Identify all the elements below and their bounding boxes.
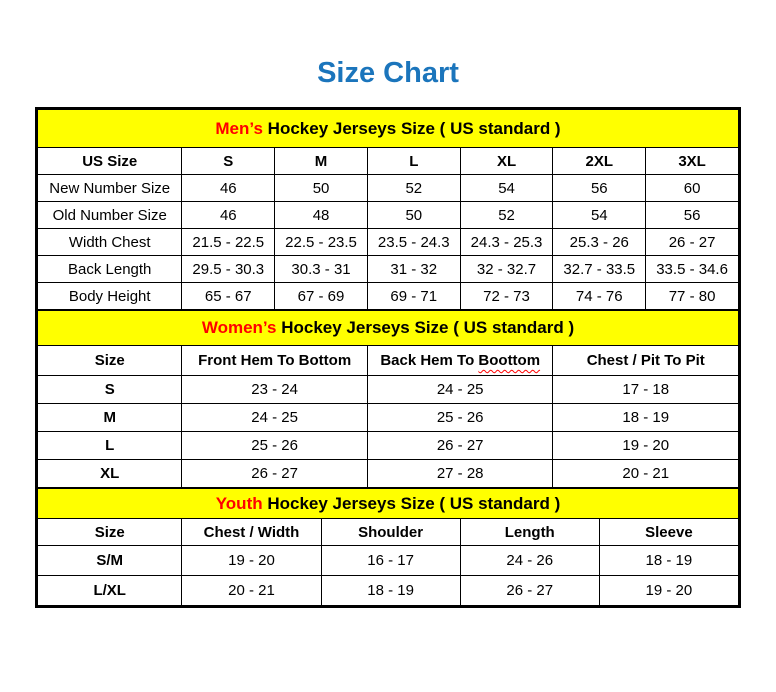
value-cell: 19 - 20 [599,576,738,606]
womens-band-row [38,311,739,346]
header-cell-xl: XL [460,148,553,175]
value-cell: 23.5 - 24.3 [367,229,460,256]
mens-band-text: Hockey Jerseys Size ( US standard ) [267,118,561,138]
value-cell: 67 - 69 [275,283,368,310]
value-cell: 60 [646,175,739,202]
value-cell: 24 - 25 [182,404,368,432]
value-cell: 20 - 21 [553,460,739,488]
row-label: L/XL [38,576,182,606]
header-cell-m: M [275,148,368,175]
value-cell: 26 - 27 [367,432,553,460]
header-cell-s: S [182,148,275,175]
header-cell-us-size: US Size [38,148,182,175]
value-cell: 54 [553,202,646,229]
row-label: Width Chest [38,229,182,256]
womens-section-band [38,311,739,346]
value-cell: 16 - 17 [321,546,460,576]
table-row [38,432,739,460]
header-cell-3xl: 3XL [646,148,739,175]
value-cell: 69 - 71 [367,283,460,310]
table-row [38,546,739,576]
value-cell: 32 - 32.7 [460,256,553,283]
value-cell: 65 - 67 [182,283,275,310]
value-cell: 46 [182,202,275,229]
youth-band-highlight: Youth [215,493,263,513]
row-label: New Number Size [38,175,182,202]
value-cell: 26 - 27 [646,229,739,256]
mens-band-highlight: Men’s [215,118,263,138]
row-label: XL [38,460,182,488]
header-cell-shoulder: Shoulder [321,519,460,546]
womens-size-table [37,310,739,488]
size-chart [35,107,741,608]
value-cell: 25 - 26 [367,404,553,432]
mens-size-table [37,109,739,310]
womens-header-row [38,346,739,376]
value-cell: 74 - 76 [553,283,646,310]
value-cell: 48 [275,202,368,229]
value-cell: 20 - 21 [182,576,321,606]
youth-section-band [38,489,739,519]
table-row [38,229,739,256]
value-cell: 19 - 20 [553,432,739,460]
header-cell-chest-pit: Chest / Pit To Pit [553,346,739,376]
value-cell: 22.5 - 23.5 [275,229,368,256]
womens-band-text: Hockey Jerseys Size ( US standard ) [281,318,575,337]
row-label: Body Height [38,283,182,310]
header-cell-size: Size [38,346,182,376]
value-cell: 50 [367,202,460,229]
page-title: Size Chart [317,57,459,89]
header-cell-back-hem: Back Hem To Boottom [367,346,553,376]
row-label: L [38,432,182,460]
value-cell: 56 [553,175,646,202]
value-cell: 24 - 25 [367,376,553,404]
value-cell: 31 - 32 [367,256,460,283]
value-cell: 19 - 20 [182,546,321,576]
value-cell: 32.7 - 33.5 [553,256,646,283]
value-cell: 30.3 - 31 [275,256,368,283]
value-cell: 77 - 80 [646,283,739,310]
value-cell: 54 [460,175,553,202]
table-row [38,404,739,432]
value-cell: 24.3 - 25.3 [460,229,553,256]
row-label: M [38,404,182,432]
row-label: Back Length [38,256,182,283]
header-cell-length: Length [460,519,599,546]
row-label: S/M [38,546,182,576]
value-cell: 26 - 27 [182,460,368,488]
value-cell: 25.3 - 26 [553,229,646,256]
header-cell-front-hem: Front Hem To Bottom [182,346,368,376]
table-row [38,256,739,283]
value-cell: 33.5 - 34.6 [646,256,739,283]
value-cell: 50 [275,175,368,202]
value-cell: 23 - 24 [182,376,368,404]
row-label: S [38,376,182,404]
table-row [38,376,739,404]
youth-size-table [37,488,739,606]
header-cell-sleeve: Sleeve [599,519,738,546]
youth-header-row [38,519,739,546]
value-cell: 21.5 - 22.5 [182,229,275,256]
value-cell: 52 [367,175,460,202]
misspelled-word: Boottom [478,352,541,369]
youth-band-text: Hockey Jerseys Size ( US standard ) [267,493,561,513]
value-cell: 46 [182,175,275,202]
header-cell-2xl: 2XL [553,148,646,175]
table-row [38,175,739,202]
header-cell-chest-width: Chest / Width [182,519,321,546]
value-cell: 52 [460,202,553,229]
row-label: Old Number Size [38,202,182,229]
mens-header-row [38,148,739,175]
value-cell: 17 - 18 [553,376,739,404]
value-cell: 26 - 27 [460,576,599,606]
value-cell: 25 - 26 [182,432,368,460]
header-cell-size: Size [38,519,182,546]
table-row [38,460,739,488]
value-cell: 24 - 26 [460,546,599,576]
womens-band-highlight: Women’s [201,318,277,337]
header-cell-l: L [367,148,460,175]
value-cell: 18 - 19 [599,546,738,576]
value-cell: 56 [646,202,739,229]
value-cell: 27 - 28 [367,460,553,488]
table-row [38,576,739,606]
value-cell: 18 - 19 [553,404,739,432]
value-cell: 72 - 73 [460,283,553,310]
value-cell: 18 - 19 [321,576,460,606]
mens-band-row [38,110,739,148]
mens-section-band [38,110,739,148]
youth-band-row [38,489,739,519]
value-cell: 29.5 - 30.3 [182,256,275,283]
table-row [38,283,739,310]
table-row [38,202,739,229]
